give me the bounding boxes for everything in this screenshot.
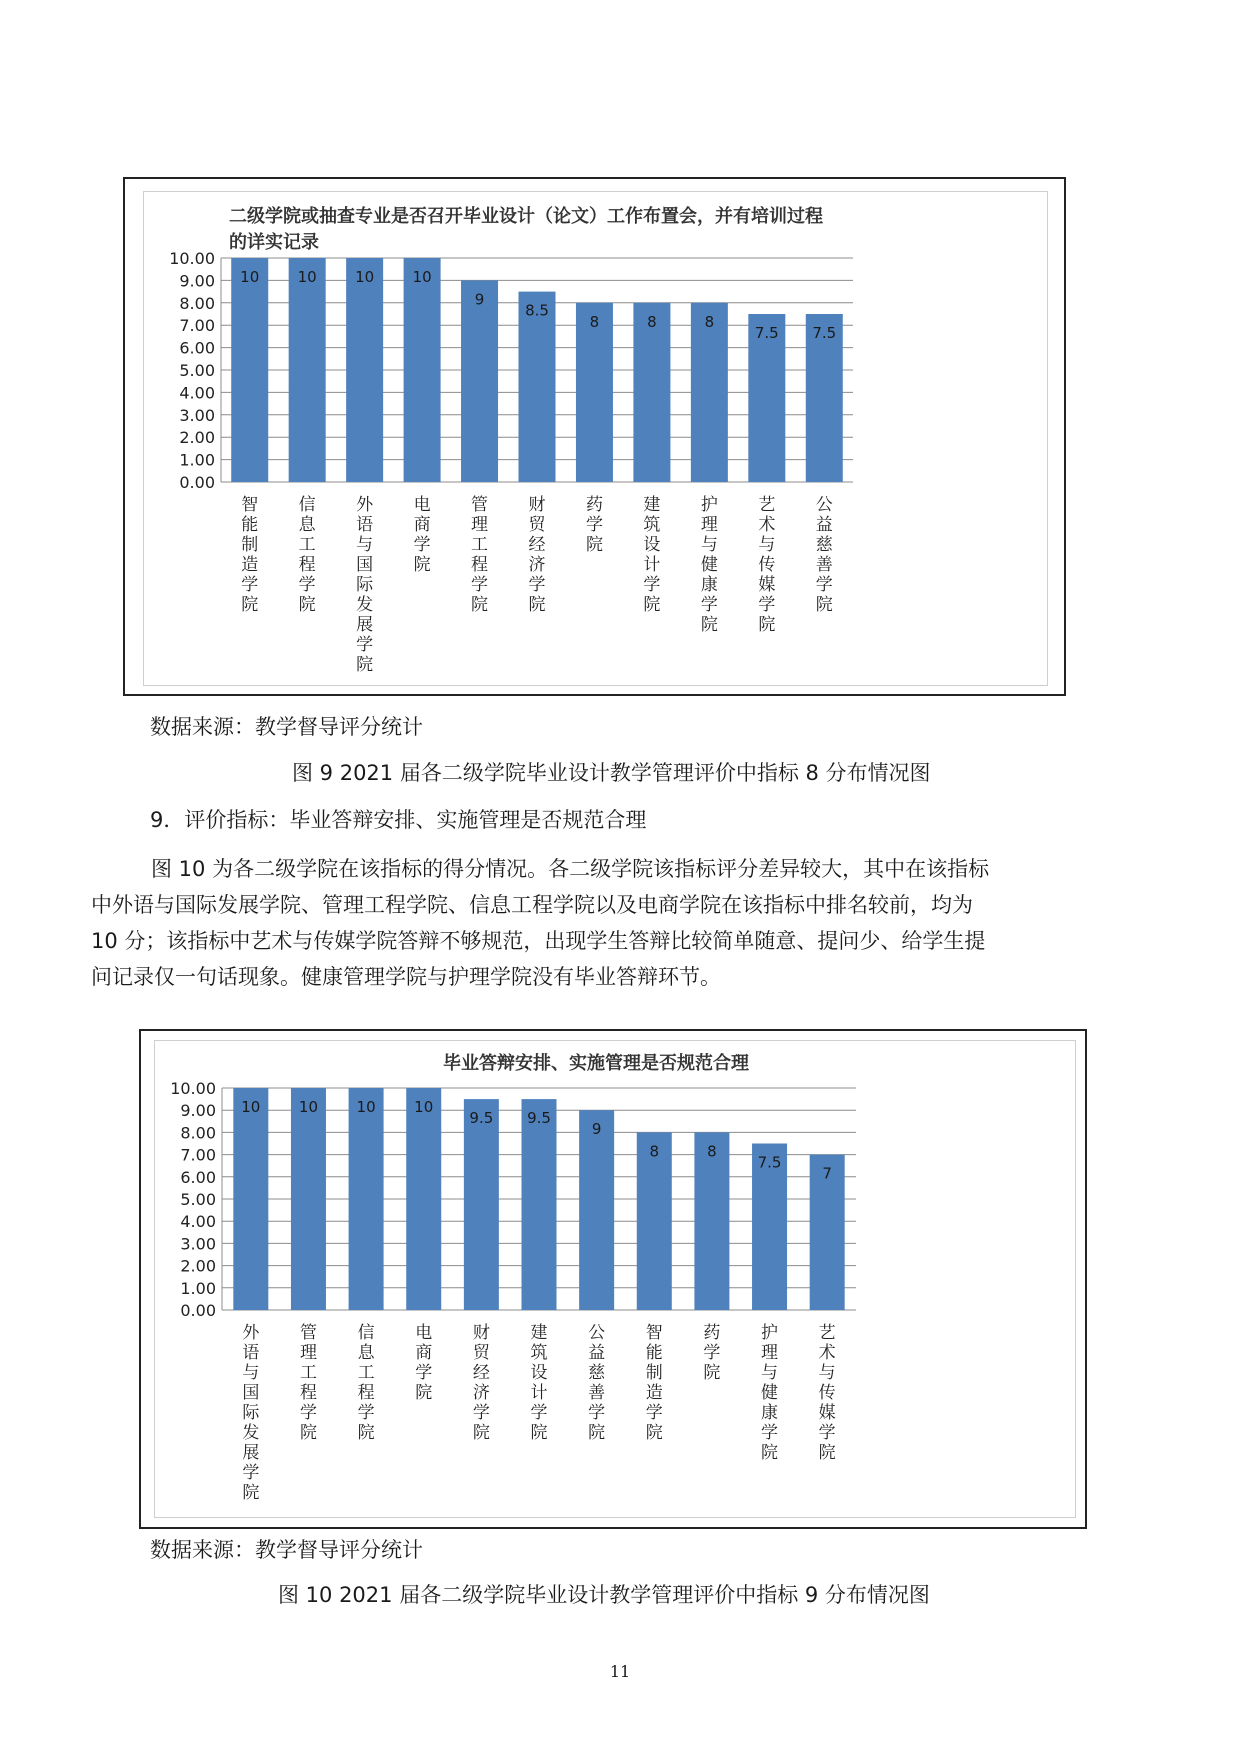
x-category-label: 建筑设计学院 <box>530 1323 548 1443</box>
chart-title-line: 毕业答辩安排、实施管理是否规范合理 <box>443 1053 749 1074</box>
x-category-label: 建筑设计学院 <box>643 495 661 615</box>
bar <box>461 280 498 482</box>
y-tick-label: 5.00 <box>179 361 215 380</box>
x-category-label: 电商学院 <box>413 495 431 575</box>
x-category-label: 财贸经济学院 <box>528 495 546 615</box>
x-category-label: 外语与国际发展学院 <box>242 1323 260 1503</box>
x-category-label: 智能制造学院 <box>241 495 259 615</box>
bar-chart-svg <box>141 1031 1089 1531</box>
figure-caption: 图 9 2021 届各二级学院毕业设计教学管理评价中指标 8 分布情况图 <box>292 761 931 785</box>
bar-data-label: 7.5 <box>812 324 837 342</box>
x-category-label: 公益慈善学院 <box>588 1323 606 1443</box>
section-heading: 9．评价指标：毕业答辩安排、实施管理是否规范合理 <box>150 808 647 832</box>
x-category-label: 护理与健康学院 <box>761 1323 779 1463</box>
bar-data-label: 10 <box>240 268 260 286</box>
bar-data-label: 10 <box>412 268 432 286</box>
y-tick-label: 8.00 <box>179 293 215 313</box>
chart-title-line: 的详实记录 <box>229 232 319 253</box>
paragraph-line: 问记录仅一句话现象。健康管理学院与护理学院没有毕业答辩环节。 <box>91 965 721 989</box>
page-number: 11 <box>609 1662 631 1681</box>
y-tick-label: 1.00 <box>179 450 215 470</box>
source-note: 数据来源：教学督导评分统计 <box>150 1538 423 1562</box>
bar-data-label: 9.5 <box>527 1109 551 1128</box>
bar-data-label: 8 <box>649 1142 660 1161</box>
bar <box>464 1099 499 1310</box>
x-category-label: 管理工程学院 <box>471 495 489 615</box>
bar-chart-svg <box>125 179 1068 698</box>
body-paragraph <box>91 851 1149 995</box>
x-category-label: 护理与健康学院 <box>700 495 718 635</box>
y-tick-label: 9.00 <box>179 271 215 291</box>
y-tick-label: 6.00 <box>180 1167 216 1187</box>
bar-data-label: 8 <box>589 312 600 331</box>
bar-data-label: 8 <box>704 312 715 331</box>
paragraph-line: 10 分；该指标中艺术与传媒学院答辩不够规范，出现学生答辩比较简单随意、提问少、给学生提 <box>91 929 986 953</box>
x-category-label: 管理工程学院 <box>299 1323 317 1443</box>
chart-indicator-8 <box>123 177 1066 696</box>
x-category-label: 艺术与传媒学院 <box>758 495 776 635</box>
bar-data-label: 8 <box>647 312 657 331</box>
chart-title-line: 二级学院或抽查专业是否召开毕业设计（论文）工作布置会，并有培训过程 <box>229 206 823 227</box>
figure-caption: 图 10 2021 届各二级学院毕业设计教学管理评价中指标 9 分布情况图 <box>278 1583 930 1607</box>
bar <box>233 1088 268 1310</box>
bar-data-label: 10 <box>298 1098 319 1116</box>
bar-data-label: 10 <box>241 1098 261 1116</box>
y-tick-label: 7.00 <box>180 1145 216 1165</box>
x-category-label: 财贸经济学院 <box>472 1323 490 1443</box>
y-tick-label: 5.00 <box>180 1190 216 1209</box>
bar-data-label: 10 <box>297 268 317 286</box>
bar-data-label: 9 <box>474 290 485 309</box>
bar <box>289 258 326 482</box>
bar-data-label: 9 <box>591 1120 602 1139</box>
bar-data-label: 9.5 <box>469 1109 494 1128</box>
y-tick-label: 3.00 <box>179 405 215 425</box>
y-tick-label: 1.00 <box>180 1278 216 1298</box>
x-category-label: 外语与国际发展学院 <box>356 495 374 675</box>
bar-data-label: 10 <box>414 1098 434 1116</box>
x-category-label: 艺术与传媒学院 <box>818 1323 836 1463</box>
bar <box>231 258 268 482</box>
y-tick-label: 4.00 <box>179 383 215 403</box>
x-category-label: 智能制造学院 <box>645 1323 663 1443</box>
chart-indicator-9 <box>139 1029 1087 1529</box>
x-category-label: 信息工程学院 <box>357 1323 375 1443</box>
bar <box>579 1110 614 1310</box>
bar-data-label: 10 <box>355 268 375 286</box>
y-tick-label: 0.00 <box>180 1301 216 1320</box>
y-tick-label: 10.00 <box>169 249 215 268</box>
y-tick-label: 0.00 <box>179 473 215 492</box>
bar <box>519 292 556 482</box>
bar-data-label: 7.5 <box>754 324 779 342</box>
y-tick-label: 7.00 <box>179 316 215 336</box>
source-note: 数据来源：教学督导评分统计 <box>150 715 423 739</box>
x-category-label: 药学院 <box>585 495 603 555</box>
paragraph-line: 图 10 为各二级学院在该指标的得分情况。各二级学院该指标评分差异较大，其中在该指标 <box>151 857 990 881</box>
y-tick-label: 9.00 <box>180 1101 216 1121</box>
bar-data-label: 8 <box>707 1142 717 1161</box>
x-category-label: 信息工程学院 <box>298 495 316 615</box>
y-tick-label: 2.00 <box>179 428 215 448</box>
bar <box>346 258 383 482</box>
x-category-label: 公益慈善学院 <box>815 495 833 615</box>
x-category-label: 电商学院 <box>415 1323 433 1403</box>
bar <box>291 1088 326 1310</box>
bar-data-label: 10 <box>356 1098 376 1116</box>
y-tick-label: 10.00 <box>170 1079 216 1098</box>
bar <box>406 1088 441 1310</box>
paragraph-line: 中外语与国际发展学院、管理工程学院、信息工程学院以及电商学院在该指标中排名较前，均为 <box>91 893 973 917</box>
bar <box>404 258 441 482</box>
bar-data-label: 8.5 <box>525 301 549 320</box>
y-tick-label: 4.00 <box>180 1212 216 1232</box>
x-category-label: 药学院 <box>703 1323 721 1383</box>
bar-data-label: 7 <box>822 1164 832 1183</box>
bar <box>522 1099 557 1310</box>
y-tick-label: 2.00 <box>180 1256 216 1276</box>
bar-data-label: 7.5 <box>757 1153 782 1172</box>
y-tick-label: 8.00 <box>180 1123 216 1143</box>
y-tick-label: 6.00 <box>179 338 215 358</box>
bar <box>349 1088 384 1310</box>
y-tick-label: 3.00 <box>180 1234 216 1254</box>
